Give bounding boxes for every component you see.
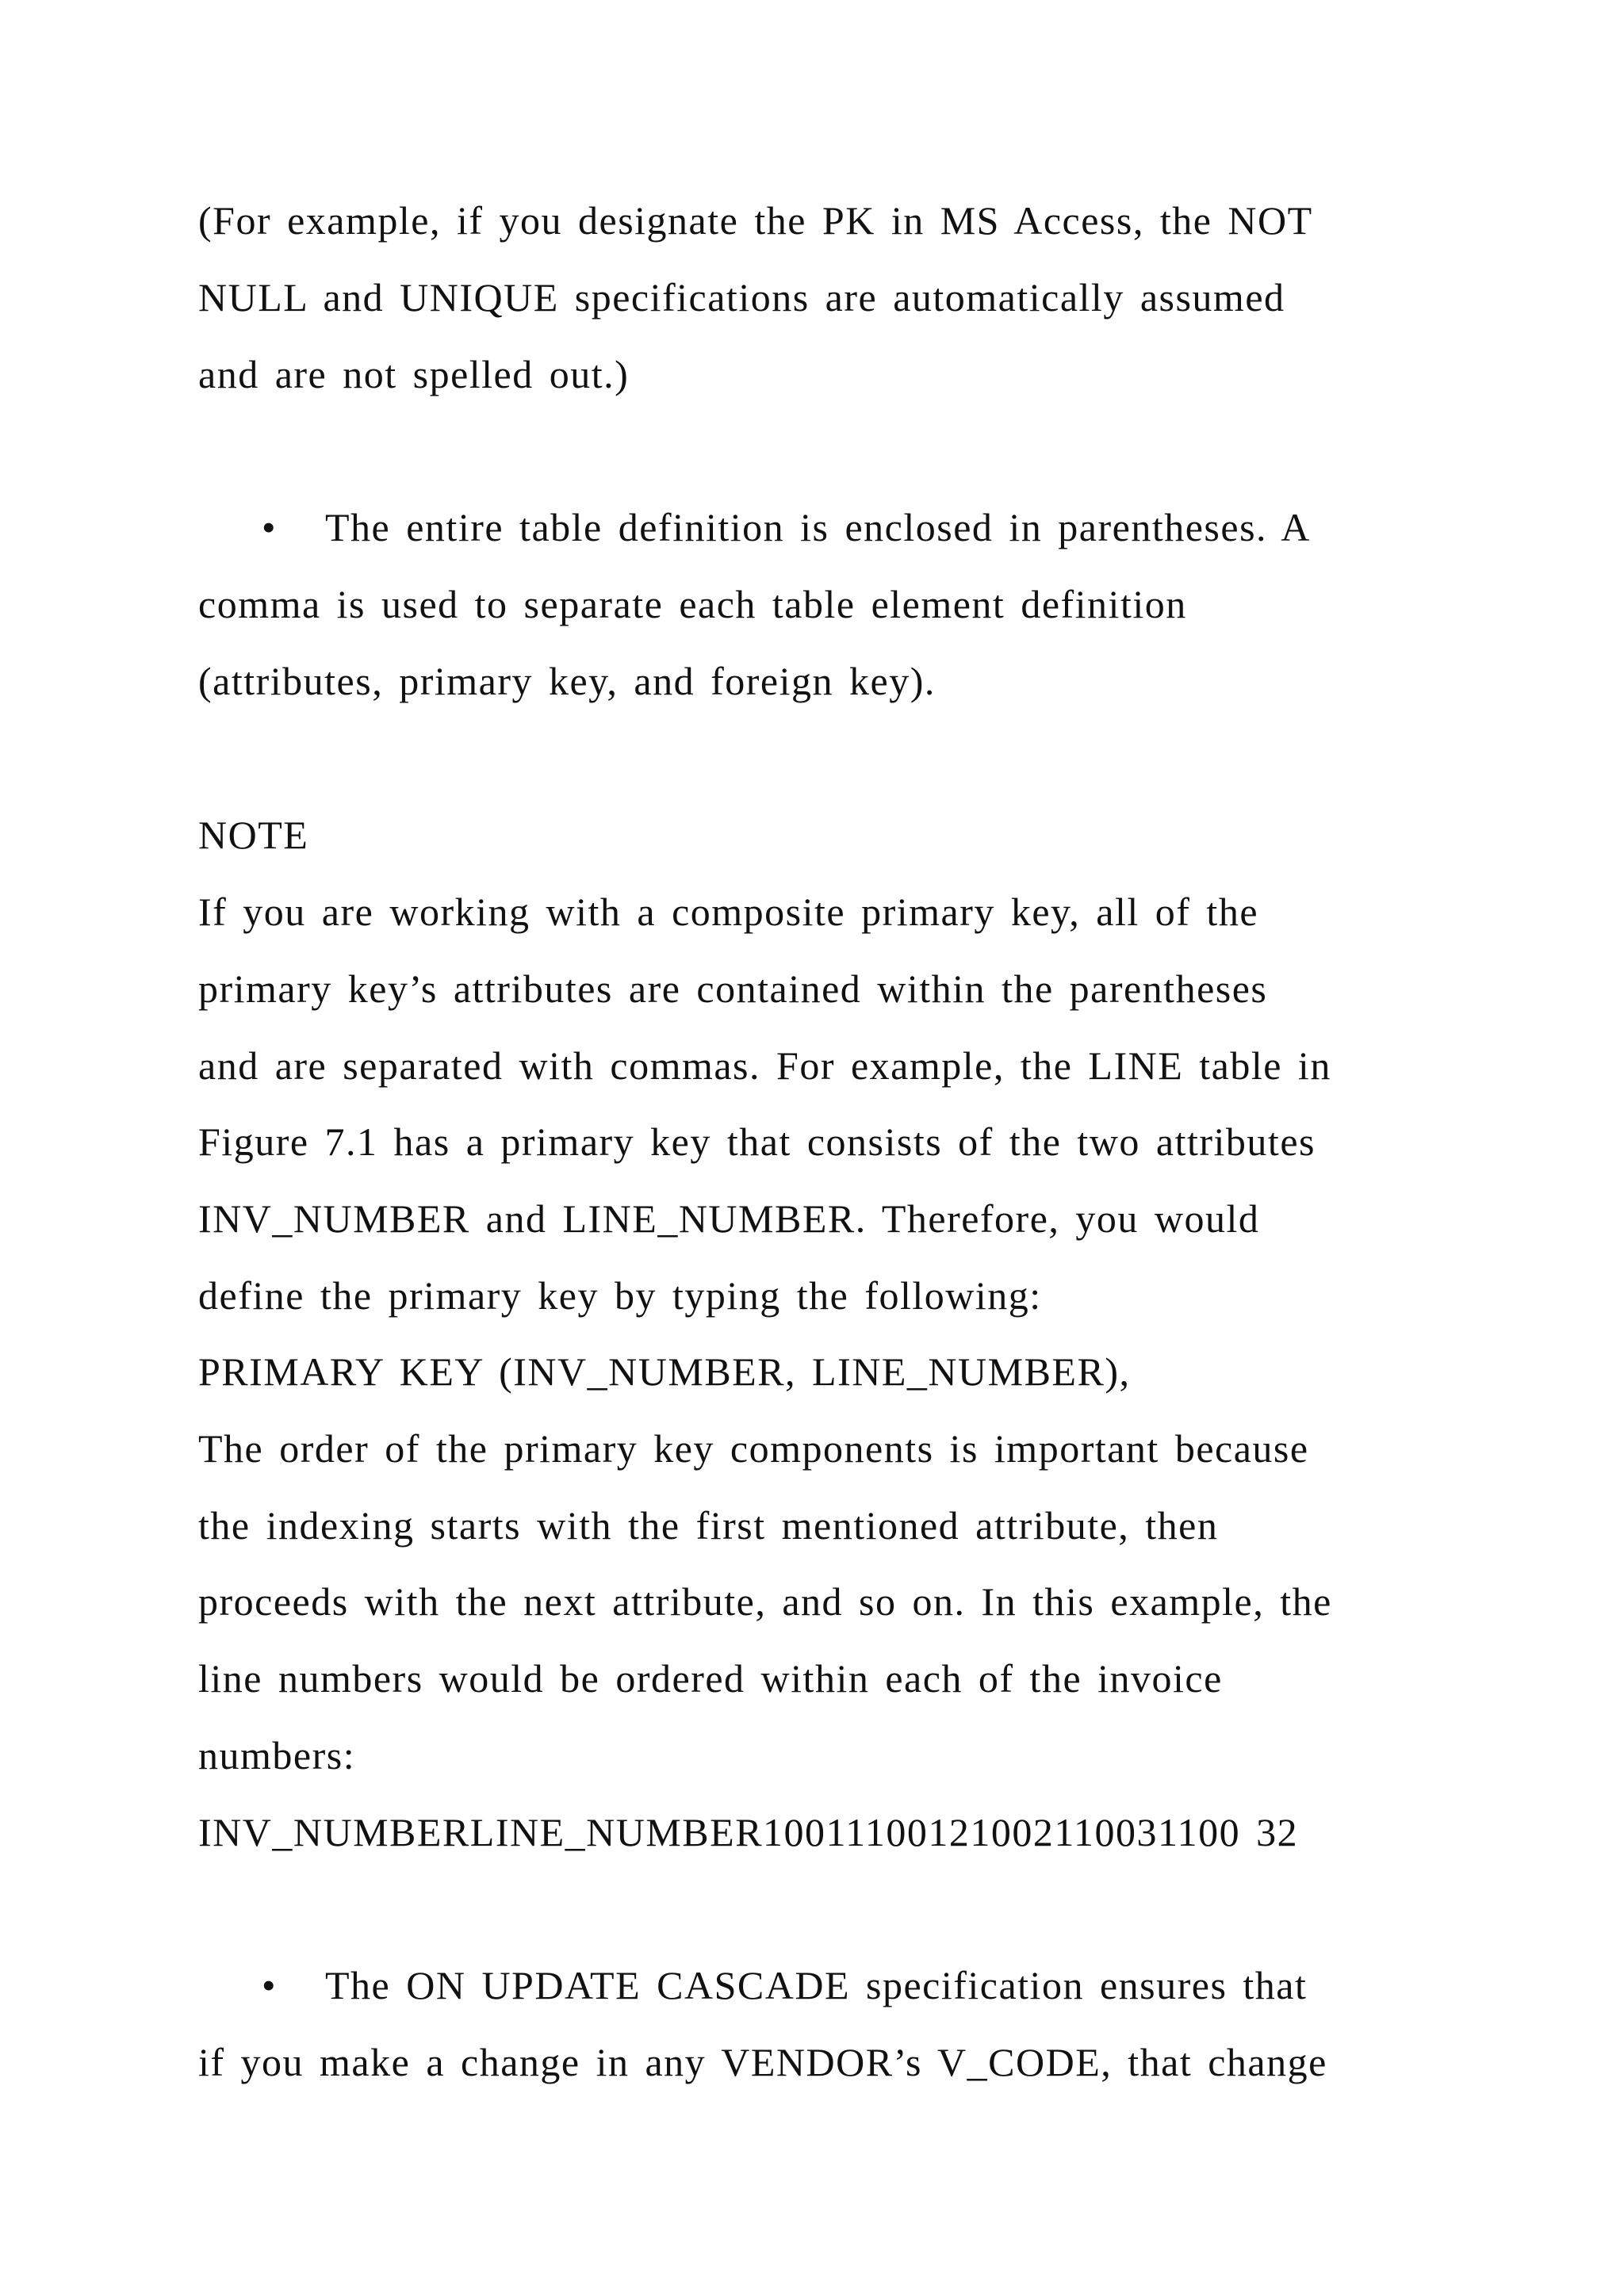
paragraph-1-line-1: (For example, if you designate the PK in MS Access, the NOT <box>198 198 1313 243</box>
bullet-2-first-line <box>262 1961 1307 2009</box>
bullet-2-line-1: The ON UPDATE CASCADE specification ensures that <box>325 1963 1308 2007</box>
note-line-2: primary key’s attributes are contained within the parentheses <box>198 966 1268 1011</box>
note-line-8: The order of the primary key components is important because <box>198 1426 1309 1471</box>
bullet-1-line-1: The entire table definition is enclosed in parentheses. A <box>325 505 1311 549</box>
paragraph-1-line-2: NULL and UNIQUE specifications are automatically assumed <box>198 275 1285 320</box>
note-line-3: and are separated with commas. For example, the LINE table in <box>198 1043 1331 1088</box>
paragraph-1-line-3: and are not spelled out.) <box>198 352 630 396</box>
note-line-1: If you are working with a composite primary key, all of the <box>198 890 1259 934</box>
note-line-6: define the primary key by typing the following: <box>198 1273 1042 1318</box>
note-heading: NOTE <box>198 813 309 857</box>
note-line-13: INV_NUMBERLINE_NUMBER10011100121002110031100 32 <box>198 1810 1299 1854</box>
bullet-1-first-line <box>262 503 1311 551</box>
note-line-4: Figure 7.1 has a primary key that consists of the two attributes <box>198 1119 1316 1164</box>
bullet-2-symbol: • <box>262 1963 278 2007</box>
bullet-1-line-3: (attributes, primary key, and foreign key). <box>198 659 936 703</box>
note-line-11: line numbers would be ordered within each of the invoice <box>198 1656 1223 1701</box>
note-line-9: the indexing starts with the first mentioned attribute, then <box>198 1503 1219 1548</box>
bullet-1-line-2: comma is used to separate each table element definition <box>198 582 1187 626</box>
note-line-10: proceeds with the next attribute, and so on. In this example, the <box>198 1579 1332 1624</box>
bullet-1-symbol: • <box>262 505 278 549</box>
note-line-7: PRIMARY KEY (INV_NUMBER, LINE_NUMBER), <box>198 1349 1131 1394</box>
note-line-5: INV_NUMBER and LINE_NUMBER. Therefore, you would <box>198 1196 1260 1241</box>
bullet-2-line-2: if you make a change in any VENDOR’s V_CODE, that change <box>198 2040 1327 2084</box>
note-line-12: numbers: <box>198 1733 356 1777</box>
